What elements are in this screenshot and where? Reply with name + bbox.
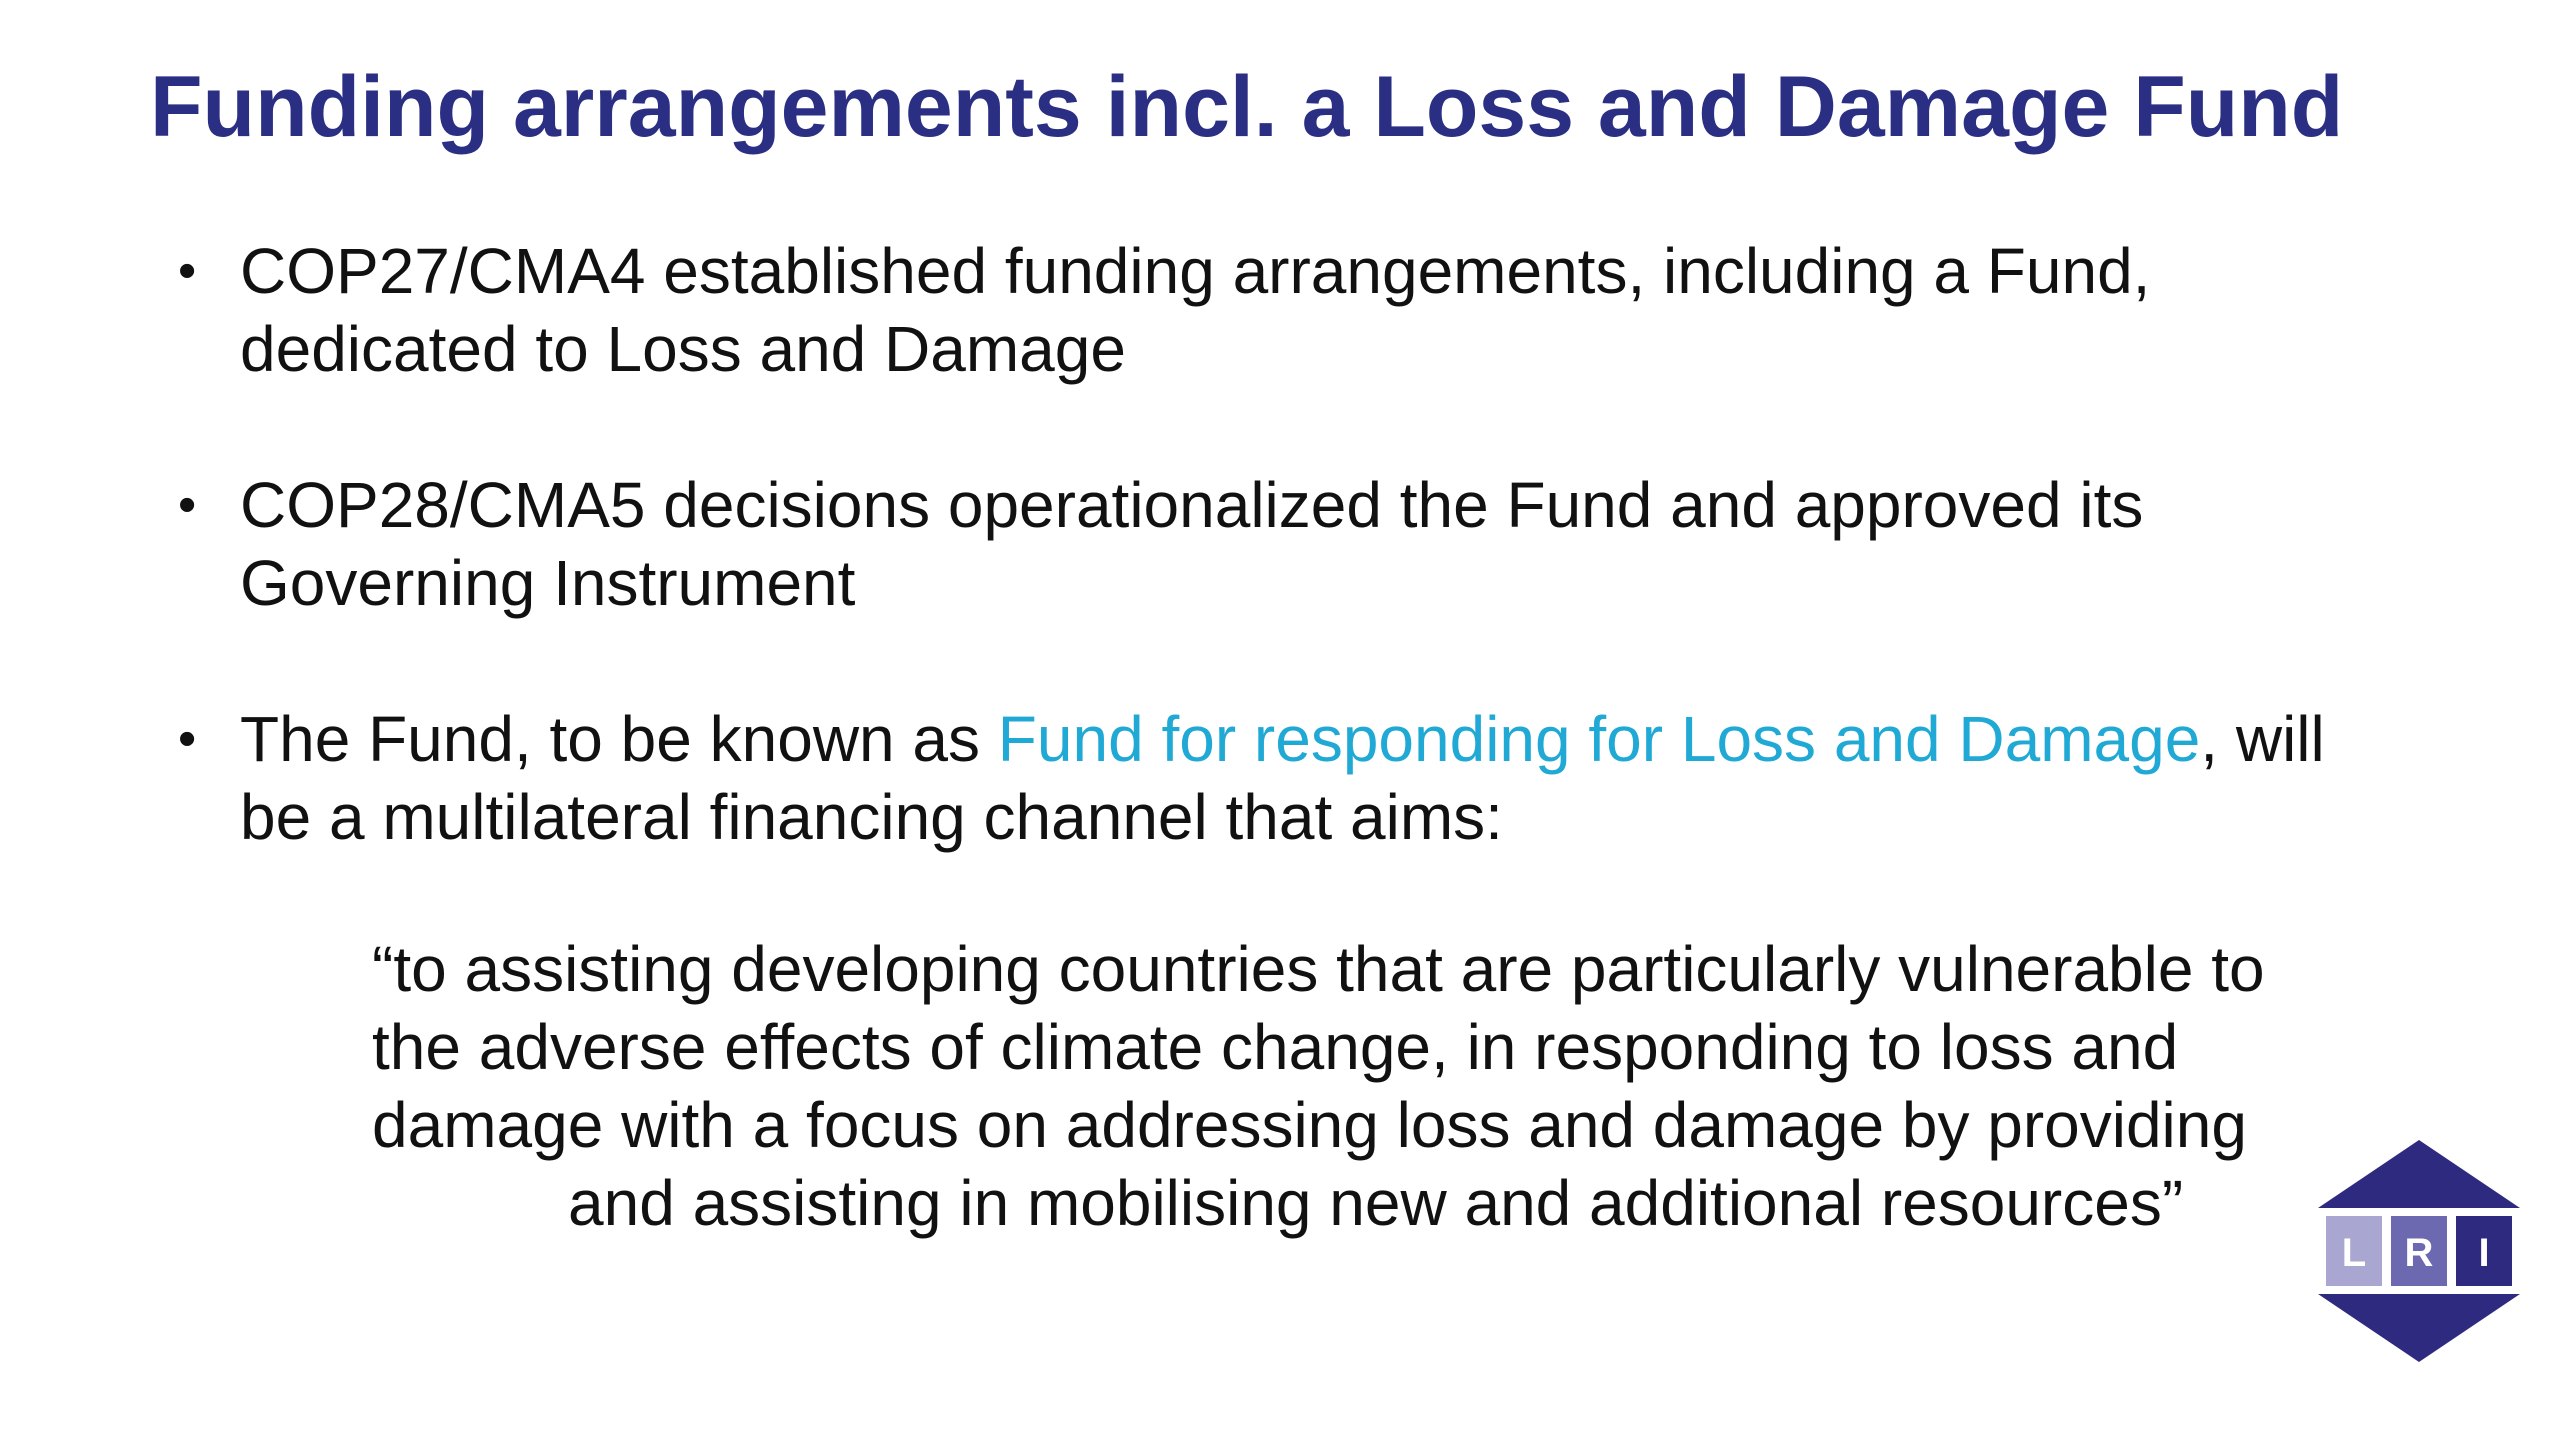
slide-title: Funding arrangements incl. a Loss and Damage Fund — [150, 59, 2344, 155]
logo-letter-l: L — [2341, 1231, 2367, 1275]
bullet-marker: • — [178, 476, 197, 534]
quote-line-1: “to assisting developing countries that are particularly vulnerable to — [372, 933, 2265, 1005]
quote-line-3: damage with a focus on addressing loss and damage by providing — [372, 1089, 2247, 1161]
bullet-item-3 — [178, 700, 2378, 856]
bullet-item-2 — [178, 466, 2378, 622]
quote-line-4: and assisting in mobilising new and additional resources” — [568, 1167, 2184, 1239]
fund-aim-quote — [372, 930, 2322, 1242]
lri-logo-icon — [2318, 1140, 2520, 1362]
bullet-text-after: , will be a multilateral financing channel that aims: — [240, 703, 2325, 853]
logo-letter-i: I — [2478, 1231, 2490, 1275]
bullet-item-1 — [178, 232, 2378, 388]
bullet-marker: • — [178, 242, 197, 300]
logo-top-triangle — [2318, 1140, 2520, 1208]
bullet-text-before: The Fund, to be known as — [240, 703, 998, 775]
bullet-text: COP27/CMA4 established funding arrangements, including a Fund, dedicated to Loss and Damage — [240, 235, 2151, 385]
bullet-marker: • — [178, 710, 197, 768]
bullet-text: COP28/CMA5 decisions operationalized the Fund and approved its Governing Instrument — [240, 469, 2144, 619]
logo-letter-r: R — [2404, 1231, 2434, 1275]
bullet-list — [178, 232, 2378, 934]
quote-line-2: the adverse effects of climate change, in responding to loss and — [372, 1011, 2179, 1083]
fund-name-highlight: Fund for responding for Loss and Damage — [997, 703, 2201, 775]
logo-bottom-triangle — [2318, 1294, 2520, 1362]
